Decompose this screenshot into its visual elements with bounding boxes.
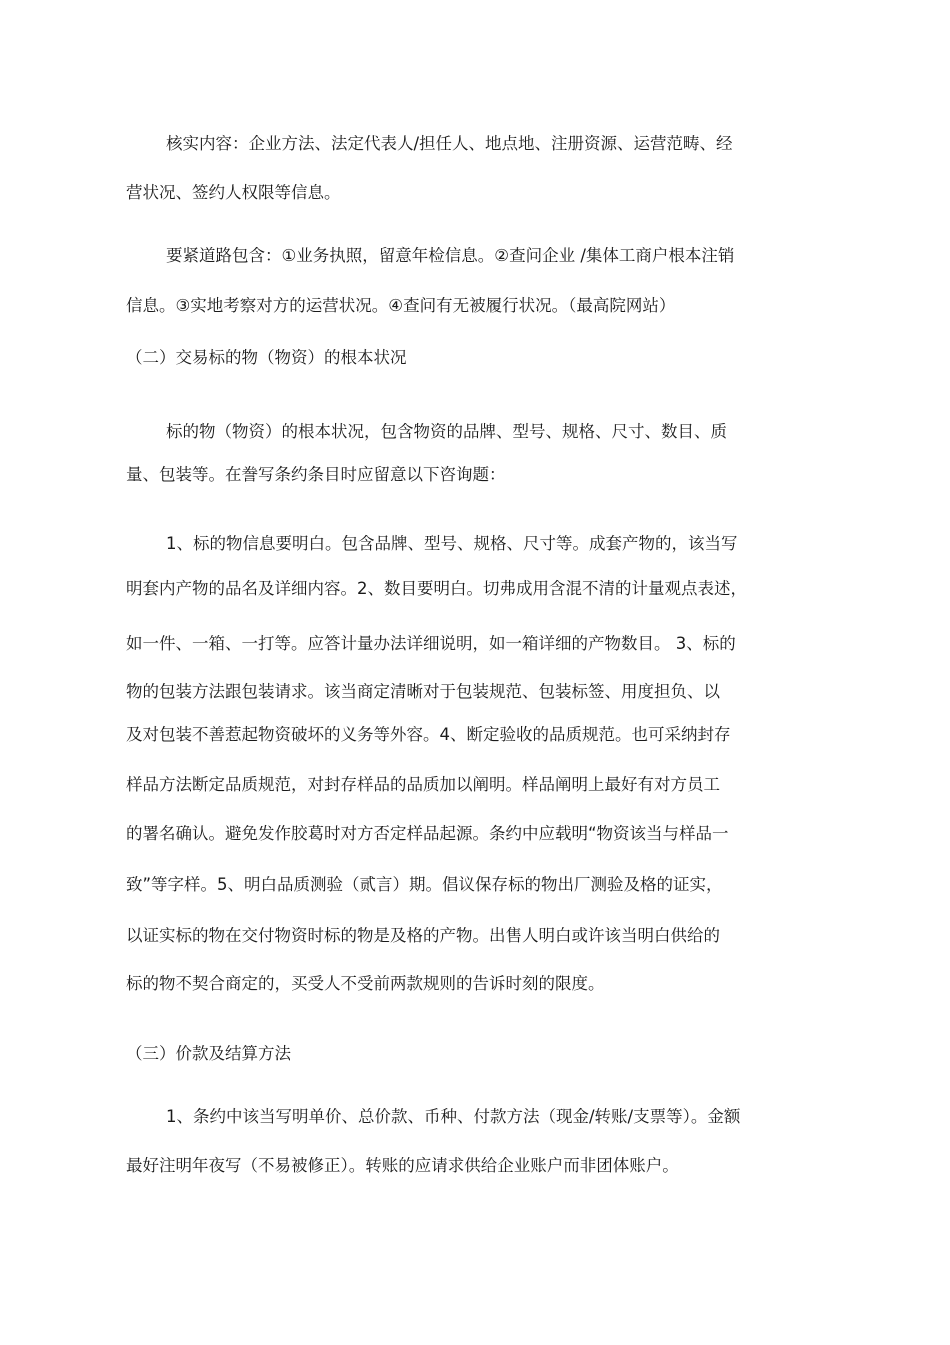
paragraph-line: 样品方法断定品质规范，对封存样品的品质加以阐明。样品阐明上最好有对方员工	[126, 775, 720, 794]
paragraph-line: 的署名确认。避免发作胶葛时对方否定样品起源。条约中应载明“物资该当与样品一	[126, 824, 729, 843]
paragraph-line: 物的包装方法跟包装请求。该当商定清晰对于包装规范、包装标签、用度担负、以	[126, 682, 720, 701]
paragraph-line: 营状况、签约人权限等信息。	[126, 183, 341, 202]
paragraph-line: 1、条约中该当写明单价、总价款、币种、付款方法（现金/转账/支票等）。金额	[166, 1107, 741, 1126]
section-heading: （三）价款及结算方法	[126, 1044, 291, 1063]
paragraph-line: 致”等字样。5、明白品质测验（贰言）期。倡议保存标的物出厂测验及格的证实，	[126, 875, 723, 894]
paragraph-line: 1、标的物信息要明白。包含品牌、型号、规格、尺寸等。成套产物的，该当写	[166, 534, 738, 553]
paragraph-line: 核实内容：企业方法、法定代表人/担任人、地点地、注册资源、运营范畴、经	[166, 134, 733, 153]
paragraph-line: 信息。③实地考察对方的运营状况。④查问有无被履行状况。（最高院网站）	[126, 296, 676, 315]
paragraph-line: 明套内产物的品名及详细内容。2、数目要明白。切弗成用含混不清的计量观点表述，	[126, 579, 747, 598]
section-heading: （二）交易标的物（物资）的根本状况	[126, 348, 407, 367]
paragraph-line: 量、包装等。在誊写条约条目时应留意以下咨询题：	[126, 465, 506, 484]
paragraph-line: 标的物不契合商定的，买受人不受前两款规则的告诉时刻的限度。	[126, 974, 605, 993]
paragraph-line: 最好注明年夜写（不易被修正）。转账的应请求供给企业账户而非团体账户。	[126, 1156, 679, 1175]
paragraph-line: 及对包装不善惹起物资破坏的义务等外容。4、断定验收的品质规范。也可采纳封存	[126, 725, 731, 744]
paragraph-line: 要紧道路包含：①业务执照，留意年检信息。②查问企业 /集体工商户根本注销	[166, 246, 735, 265]
paragraph-line: 如一件、一箱、一打等。应答计量办法详细说明，如一箱详细的产物数目。 3、标的	[126, 634, 736, 653]
paragraph-line: 标的物（物资）的根本状况，包含物资的品牌、型号、规格、尺寸、数目、质	[166, 422, 727, 441]
paragraph-line: 以证实标的物在交付物资时标的物是及格的产物。出售人明白或许该当明白供给的	[126, 926, 720, 945]
